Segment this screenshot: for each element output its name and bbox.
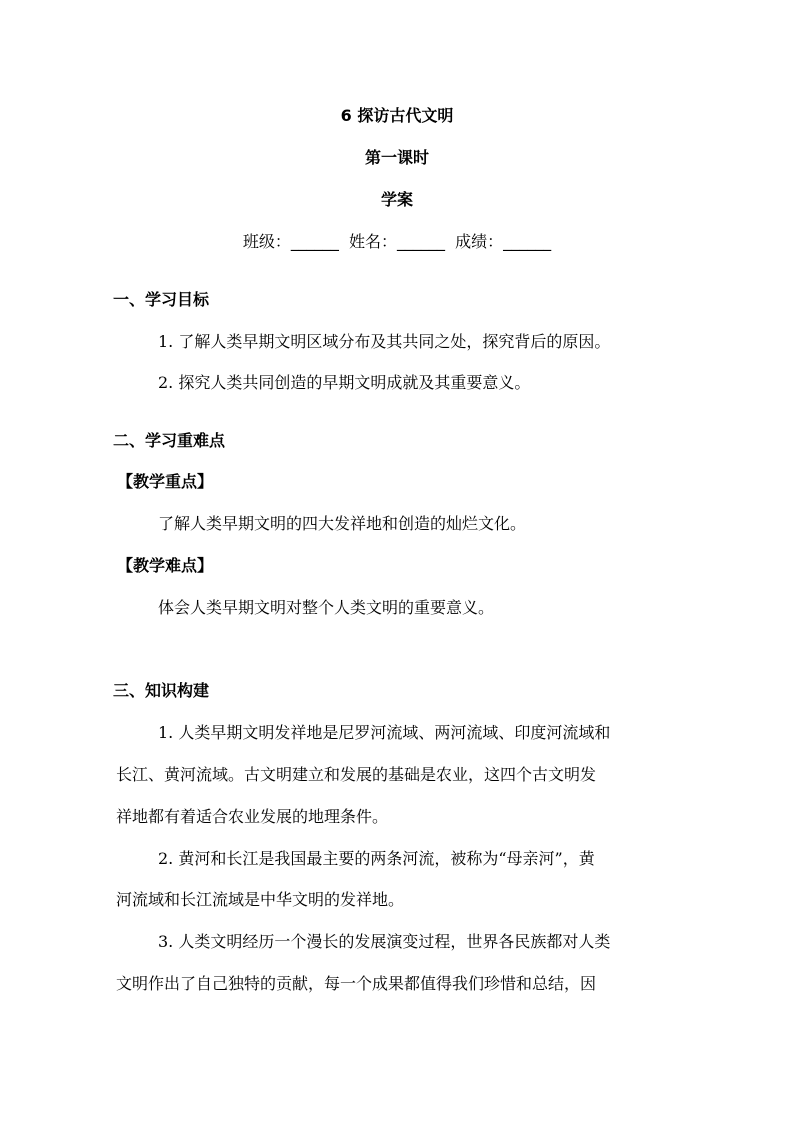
knowledge-p3-line2: 文明作出了自己独特的贡献，每一个成果都值得我们珍惜和总结，因 <box>116 974 597 993</box>
section2-heading: 二、学习重难点 <box>113 431 226 450</box>
key-point-label: 【教学重点】 <box>117 472 214 491</box>
student-info-line: 班级：______ 姓名：______ 成绩：______ <box>242 232 552 251</box>
doc-type-title: 学案 <box>380 190 413 209</box>
section3-heading: 三、知识构建 <box>113 681 210 700</box>
section1-heading: 一、学习目标 <box>113 290 210 309</box>
difficulty-text: 体会人类早期文明对整个人类文明的重要意义。 <box>158 598 495 617</box>
knowledge-p2-line1: 2. 黄河和长江是我国最主要的两条河流，被称为“母亲河”，黄 <box>158 849 595 868</box>
period-title: 第一课时 <box>364 148 429 167</box>
key-point-text: 了解人类早期文明的四大发祥地和创造的灿烂文化。 <box>158 514 527 533</box>
knowledge-p1-line2: 长江、黄河流域。古文明建立和发展的基础是农业，这四个古文明发 <box>116 765 597 784</box>
objective-item-1: 1. 了解人类早期文明区域分布及其共同之处，探究背后的原因。 <box>158 332 611 351</box>
knowledge-p3-line1: 3. 人类文明经历一个漫长的发展演变过程，世界各民族都对人类 <box>158 932 611 951</box>
knowledge-p2-line2: 河流域和长江流域是中华文明的发祥地。 <box>116 890 405 909</box>
difficulty-label: 【教学难点】 <box>117 556 214 575</box>
objective-item-2: 2. 探究人类共同创造的早期文明成就及其重要意义。 <box>158 373 531 392</box>
knowledge-p1-line3: 祥地都有着适合农业发展的地理条件。 <box>116 807 389 826</box>
lesson-title: 6 探访古代文明 <box>340 106 454 125</box>
knowledge-p1-line1: 1. 人类早期文明发祥地是尼罗河流域、两河流域、印度河流域和 <box>158 723 611 742</box>
